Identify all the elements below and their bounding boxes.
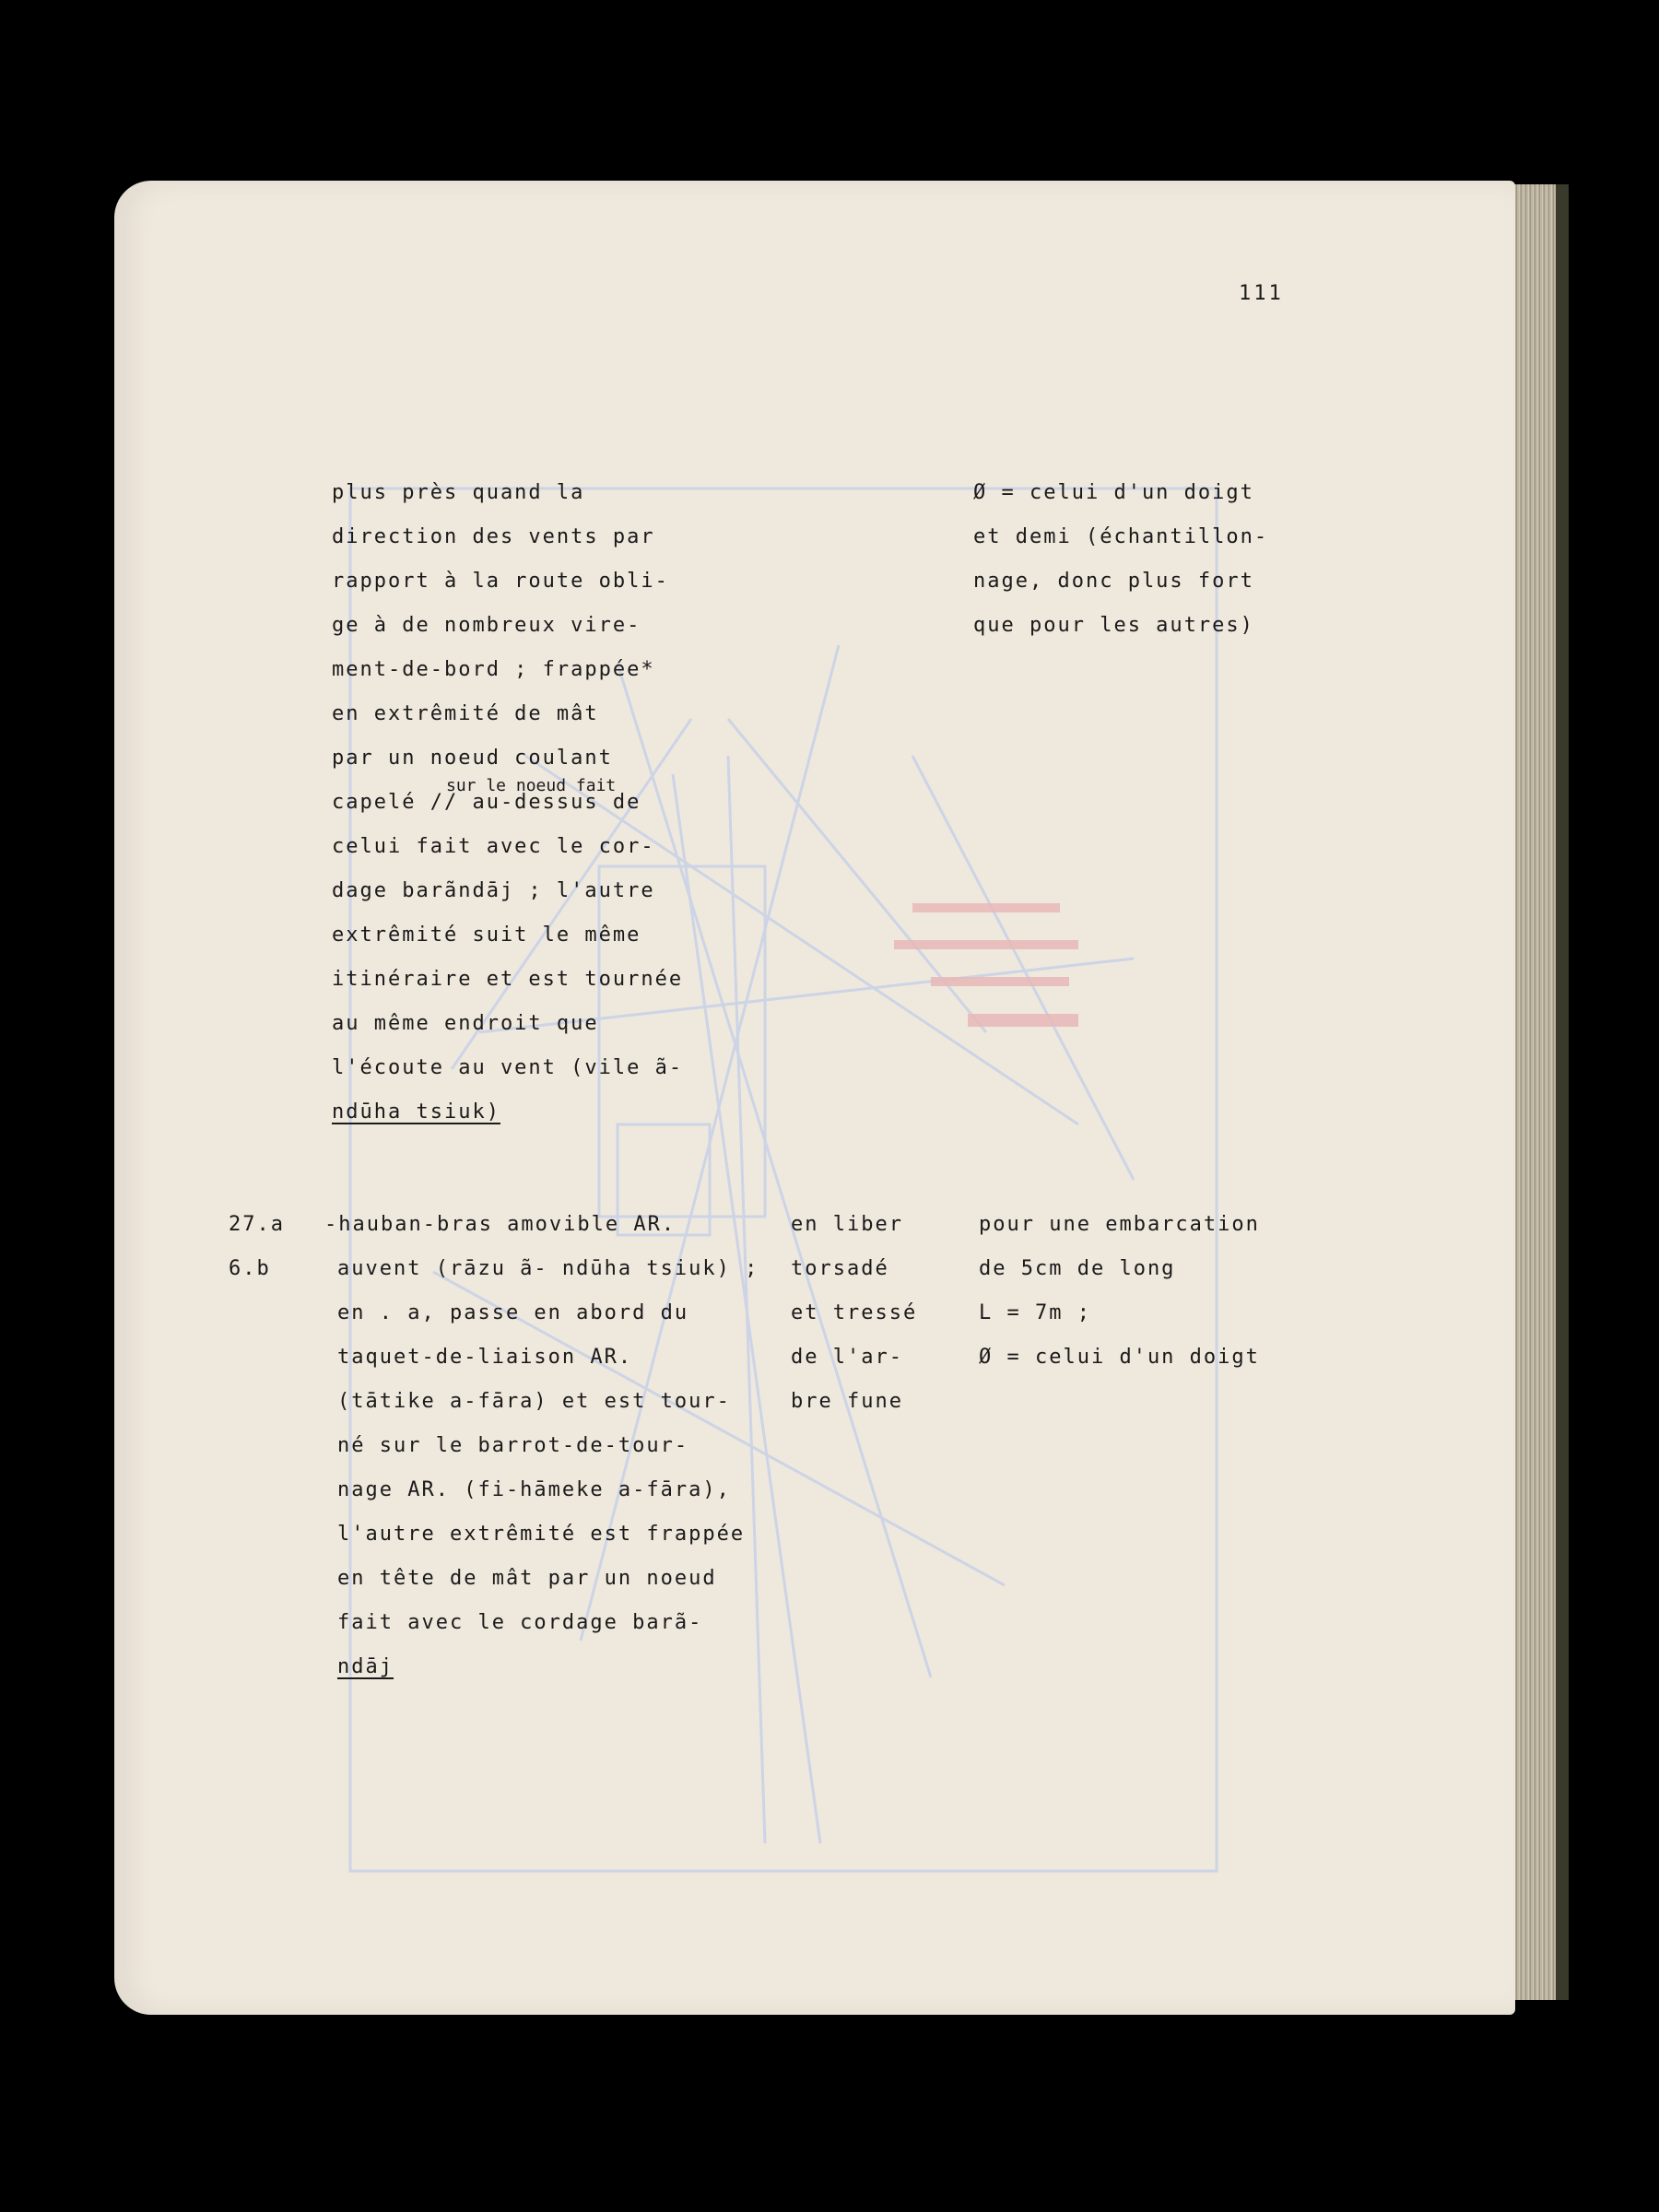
text-line: l'autre extrêmité est frappée [337, 1523, 746, 1546]
text-line: en extrêmité de mât [332, 702, 599, 725]
text-line: itinéraire et est tournée [332, 968, 684, 991]
dims-line: Ø = celui d'un doigt [979, 1346, 1260, 1369]
dims-line: de 5cm de long [979, 1257, 1176, 1280]
text-line: ment-de-bord ; frappée* [332, 658, 655, 681]
text-line: (tātike a-fāra) et est tour- [337, 1390, 731, 1413]
text-line: direction des vents par [332, 525, 655, 548]
entry-ref: 6.b [229, 1257, 271, 1280]
text-line: capelé // au-dessus de [332, 791, 641, 814]
dims-line: pour une embarcation [979, 1213, 1260, 1236]
book-cover-edge [1554, 184, 1569, 2000]
text-line: rapport à la route obli- [332, 570, 669, 593]
page-sheet [114, 181, 1515, 2015]
text-line: l'écoute au vent (vile ã- [332, 1056, 684, 1079]
text-line: en . a, passe en abord du [337, 1301, 689, 1324]
text-line: plus près quand la [332, 481, 585, 504]
text-line: que pour les autres) [973, 614, 1254, 637]
text-line: ge à de nombreux vire- [332, 614, 641, 637]
text-line: dage barãndāj ; l'autre [332, 879, 655, 902]
text-line: et demi (échantillon- [973, 525, 1269, 548]
entry-ref: 27.a [229, 1213, 285, 1236]
text-line: nage, donc plus fort [973, 570, 1254, 593]
dims-line: L = 7m ; [979, 1301, 1091, 1324]
text-line: nage AR. (fi-hāmeke a-fāra), [337, 1478, 731, 1501]
text-line: extrêmité suit le même [332, 924, 641, 947]
handwritten-annotation: sur le noeud fait [446, 776, 617, 795]
page-stack-edge [1512, 184, 1556, 2000]
page-number: 111 [1239, 282, 1284, 305]
text-line: auvent (rāzu ã- ndūha tsiuk) ; [337, 1257, 759, 1280]
text-line: en tête de mât par un noeud [337, 1567, 717, 1590]
text-line: ndāj [337, 1655, 394, 1678]
text-line: fait avec le cordage barã- [337, 1611, 703, 1634]
material-line: en liber [791, 1213, 903, 1236]
text-line: né sur le barrot-de-tour- [337, 1434, 689, 1457]
text-line: ndūha tsiuk) [332, 1100, 500, 1124]
material-line: et tressé [791, 1301, 918, 1324]
text-line: Ø = celui d'un doigt [973, 481, 1254, 504]
material-line: bre fune [791, 1390, 903, 1413]
text-line: par un noeud coulant [332, 747, 613, 770]
text-line: au même endroit que [332, 1012, 599, 1035]
text-line: taquet-de-liaison AR. [337, 1346, 633, 1369]
material-line: de l'ar- [791, 1346, 903, 1369]
text-line: -hauban-bras amovible AR. [324, 1213, 677, 1236]
material-line: torsadé [791, 1257, 889, 1280]
text-line: celui fait avec le cor- [332, 835, 655, 858]
